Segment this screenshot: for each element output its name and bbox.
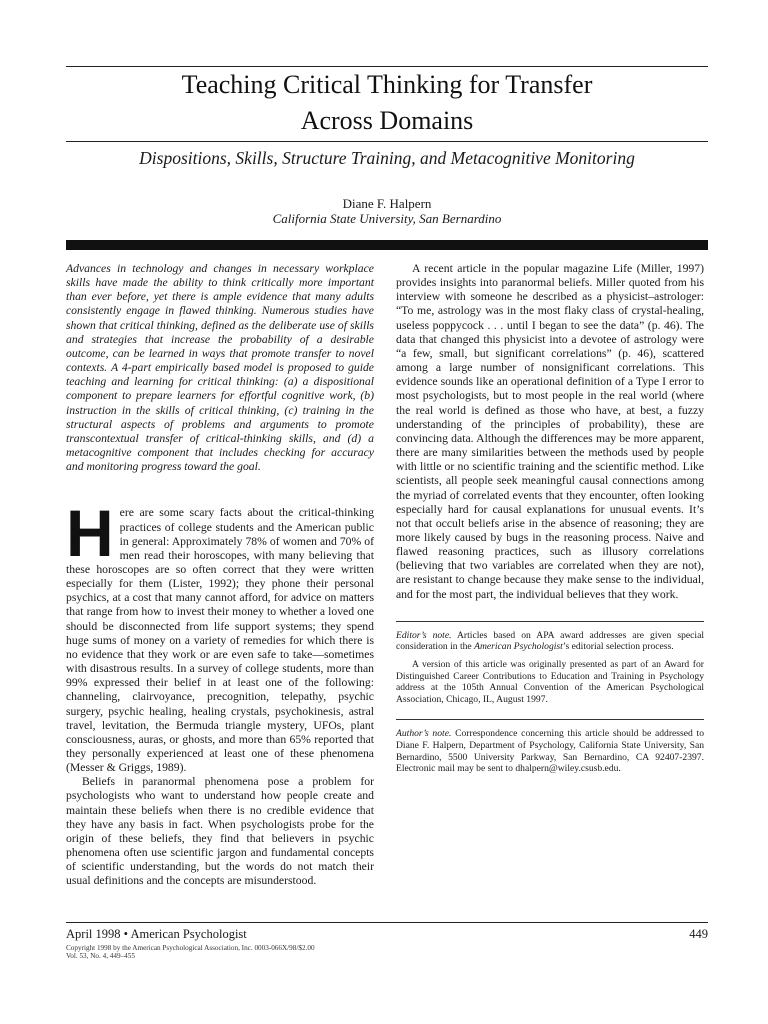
authors-note-label: Author’s note. xyxy=(396,728,452,740)
right-column xyxy=(396,262,704,781)
article-title-line-1: Teaching Critical Thinking for Transfer xyxy=(181,70,593,99)
left-column xyxy=(66,262,374,889)
editors-note xyxy=(396,630,704,653)
editors-note-text-a: Articles based on APA award addresses are given special consideration in the xyxy=(396,629,704,653)
editors-note-text-b: ’s editorial selection process. xyxy=(562,641,674,653)
page-number: 449 xyxy=(689,927,708,941)
article-subtitle: Dispositions, Skills, Structure Training, and Metacognitive Monitoring xyxy=(139,148,635,168)
abstract: Advances in technology and changes in necessary workplace skills have made the ability to think critically more important than ever before, yet there is ample evidence that many adults consistently engage in flawed thinking. Numerous studies have shown that critical thinking, defined as the deliberate use of skills and strategies that increase the probability of a desirable outcome, can be learned in ways that promote transfer to novel contexts. A 4-part empirically based model is proposed to guide teaching and learning for critical thinking: (a) a dispositional component to prepare learners for effortful cognitive work, (b) instruction in the skills of critical thinking, (c) training in the structural aspects of problems and arguments to promote transcontextual transfer of critical-thinking skills, and (d) a metacognitive component that includes checking for accuracy and monitoring progress toward the goal. xyxy=(66,262,374,474)
footer-rule xyxy=(66,922,708,923)
copyright-block xyxy=(66,944,315,961)
author-affiliation: California State University, San Bernardino xyxy=(272,211,502,226)
footnote-separator xyxy=(396,719,704,720)
article-title-line-2: Across Domains xyxy=(300,106,474,135)
body-paragraph-3: A recent article in the popular magazine Life (Miller, 1997) provides insights into paranormal beliefs. Miller quoted from his interview with someone he described as a physicist–astrologer: “To me, astrology was in the most flaky class of crystal-healing, useless poppycock . . . until I began to see the data” (p. 46). The data that changed this physicist into a devotee of astrology were “a few, small, but significant correlations” (p. 46), scattered among a large number of nonsignificant correlations. This evidence sounds like an operational definition of a Type I error to most psychologists, but to most people in the real world (where the real world is defined as those who have, at best, a fuzzy understanding of the principles of probability), these are convincing data. Although the differences may be more apparent, there are many similarities between the methods used by people with little or no scientific training and the scientific method. Like scientists, all people seek meaningful causal connections among the myriad of correlated events that they encounter, often looking especially hard for causal explanations for unusual events. It’s not that occult beliefs arise in the absence of reasoning; they are more likely caused by bugs in the reasoning process. Naive and flawed reasoning practices, such as illusory correlations (believing that two variables are correlated when they are not), are resistant to change because they make sense to the individual, and for the most part, the individual believes that they work. xyxy=(396,262,704,601)
top-rule xyxy=(66,66,708,67)
footnote-rule xyxy=(396,621,704,622)
editors-note-paragraph-2: A version of this article was originally presented as part of an Award for Distinguished Career Contributions to Education and Training in Psychology address at the 105th Annual Convention of the American Psychological Association, Chicago, IL, August 1997. xyxy=(396,658,704,705)
editors-note-label: Editor’s note. xyxy=(396,629,452,641)
header-bar xyxy=(66,240,708,250)
authors-note-text: Correspondence concerning this article should be addressed to Diane F. Halpern, Department of Psychology, California State University, San Bernardino, 5500 University Parkway, San Bernardino, CA 92407-2397. Electronic mail may be sent to dhalpern@wiley.csusb.edu. xyxy=(396,728,704,775)
body-paragraph-1-text: ere are some scary facts about the critical-thinking practices of college students and the American public in general: Approximately 78% of women and 70% of men read their horoscopes, with many believing that these horoscopes are so often correct that they were written especially for them (Lister, 1992); they phone their personal psychics, at a cost that many cannot afford, for advice on matters that range from how to invest their money to whether a loved one should be disconnected from life support systems; they spend huge sums of money on a variety of remedies for which there is no evidence that they work or are even safe to take—sometimes with disastrous results. In a survey of college students, more than 99% expressed their belief in at least one of the following: channeling, clairvoyance, precognition, telepathy, psychic surgery, psychic healing, healing crystals, psychokinesis, astral travel, levitation, the Bermuda triangle mystery, UFOs, plant consciousness, auras, or ghosts, and more than 65% reported that they personally experienced at least one of these phenomena (Messer & Griggs, 1989). xyxy=(66,506,374,775)
copyright-line: Copyright 1998 by the American Psychological Association, Inc. 0003-066X/98/$2.00 xyxy=(66,944,315,952)
footer-journal: April 1998 • American Psychologist xyxy=(66,927,247,941)
title-rule xyxy=(66,141,708,142)
drop-cap: H xyxy=(66,496,114,571)
editors-note-journal: American Psychologist xyxy=(474,641,563,653)
authors-note xyxy=(396,728,704,774)
body-paragraph-1 xyxy=(66,496,374,775)
author-name: Diane F. Halpern xyxy=(342,196,432,211)
body-paragraph-2: Beliefs in paranormal phenomena pose a problem for psychologists who want to understand how people create and maintain these beliefs when there is no credible evidence that they have any basis in fact. When psychologists probe for the origin of these beliefs, they find that believers in psychic phenomena often use scientific jargon and fundamental concepts of scientific understanding, but the words do not match their usual definitions and the concepts are misunderstood. xyxy=(66,775,374,888)
volume-line: Vol. 53, No. 4, 449–455 xyxy=(66,952,135,961)
